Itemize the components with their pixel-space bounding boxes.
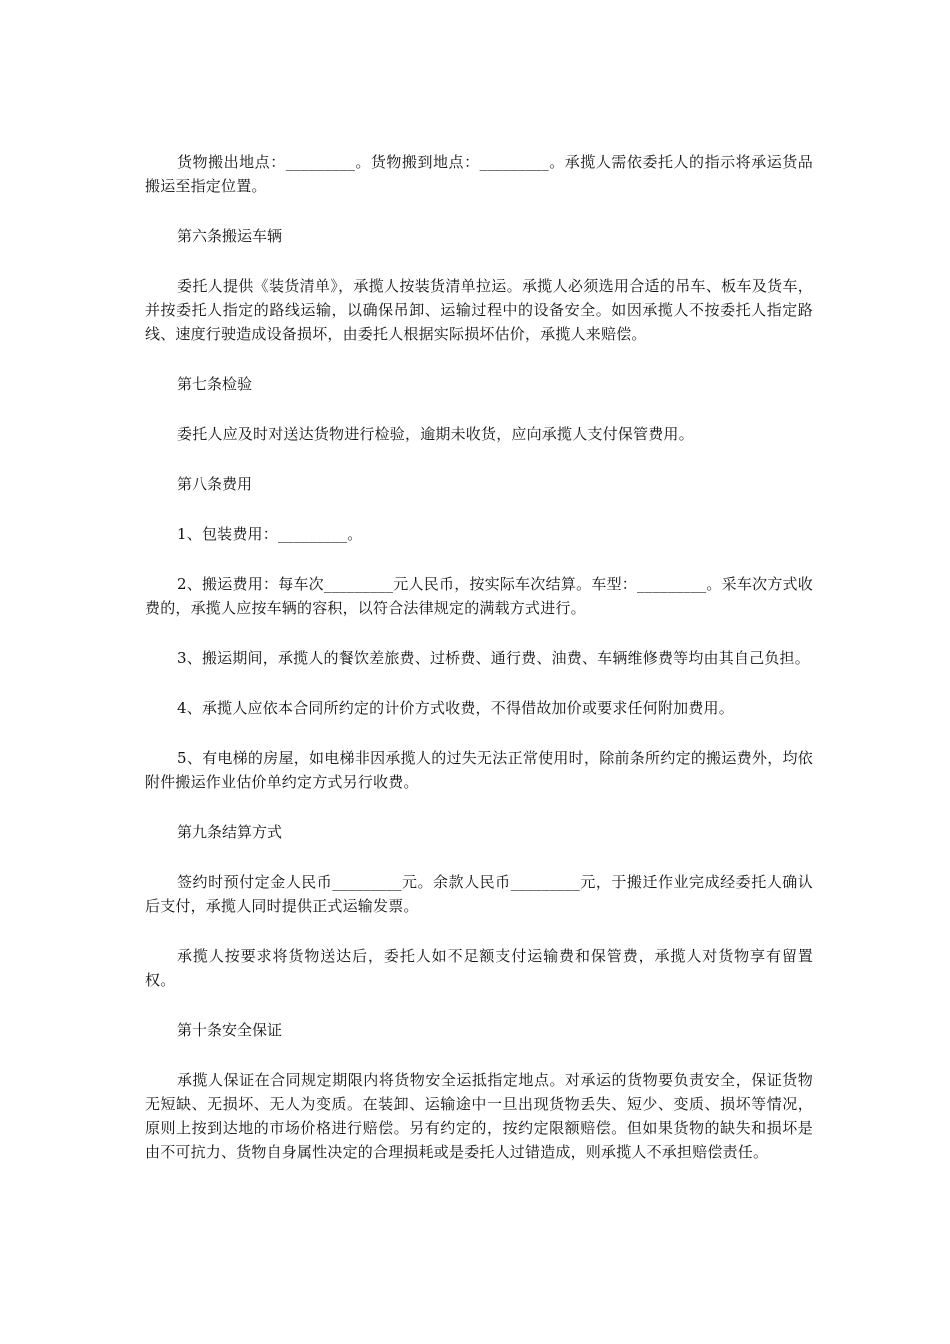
paragraph-fee-transport: 2、搬运费用：每车次_________元人民币，按实际车次结算。车型：_________。采车次方式收费的，承揽人应按车辆的容积，以符合法律规定的满载方式进行。	[145, 575, 813, 617]
heading-article-6: 第六条搬运车辆	[177, 227, 283, 245]
heading-article-10: 第十条安全保证	[177, 1021, 283, 1039]
paragraph-inspection: 委托人应及时对送达货物进行检验，逾期未收货，应向承揽人支付保管费用。	[177, 425, 694, 443]
paragraph-fee-pricing: 4、承揽人应依本合同所约定的计价方式收费，不得借故加价或要求任何附加费用。	[177, 699, 734, 717]
heading-article-7: 第七条检验	[177, 375, 253, 393]
paragraph-fee-expenses: 3、搬运期间，承揽人的餐饮差旅费、过桥费、通行费、油费、车辆维修费等均由其自己负担。	[177, 649, 810, 667]
paragraph-fee-elevator: 5、有电梯的房屋，如电梯非因承揽人的过失无法正常使用时，除前条所约定的搬运费外，均依附件搬运作业估价单约定方式另行收费。	[145, 749, 813, 791]
paragraph-safety-guarantee: 承揽人保证在合同规定期限内将货物安全运抵指定地点。对承运的货物要负责安全，保证货物无短缺、无损坏、无人为变质。在装卸、运输途中一旦出现货物丢失、短少、变质、损坏等情况，原则上按到达地的市场价格进行赔偿。另有约定的，按约定限额赔偿。但如果货物的缺失和损坏是由不可抗力、货物自身属性决定的合理损耗或是委托人过错造成，则承揽人不承担赔偿责任。	[145, 1071, 813, 1161]
paragraph-fee-packaging: 1、包装费用：_________。	[177, 525, 363, 543]
heading-article-9: 第九条结算方式	[177, 823, 283, 841]
paragraph-lien: 承揽人按要求将货物送达后，委托人如不足额支付运输费和保管费，承揽人对货物享有留置权。	[145, 947, 813, 989]
paragraph-settlement: 签约时预付定金人民币_________元。余款人民币_________元，于搬迁作业完成经委托人确认后支付，承揽人同时提供正式运输发票。	[145, 873, 813, 915]
heading-article-8: 第八条费用	[177, 475, 253, 493]
document-body	[145, 150, 813, 1190]
paragraph-vehicles: 委托人提供《装货清单》，承揽人按装货清单拉运。承揽人必须选用合适的吊车、板车及货车，并按委托人指定的路线运输，以确保吊卸、运输过程中的设备安全。如因承揽人不按委托人指定路线、速度行驶造成设备损坏，由委托人根据实际损坏估价，承揽人来赔偿。	[145, 277, 813, 343]
paragraph-pickup-delivery-location: 货物搬出地点：_________。货物搬到地点：_________。承揽人需依委托人的指示将承运货品搬运至指定位置。	[145, 153, 813, 195]
